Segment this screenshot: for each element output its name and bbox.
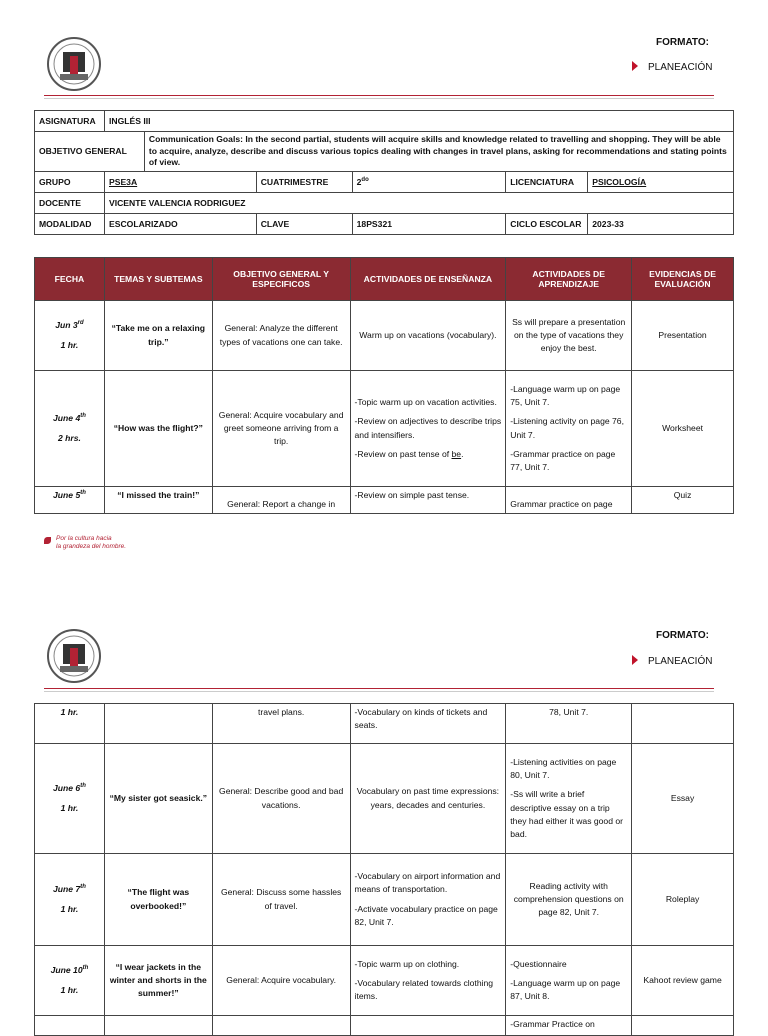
lesson-plan-table-continued (34, 703, 734, 1036)
learning-cell: Reading activity with comprehension questions on page 82, Unit 7. (506, 854, 632, 946)
learning-cell (506, 744, 632, 854)
teaching-cell (350, 946, 506, 1016)
teaching-item: -Review on adjectives to describe trips and intensifiers. (354, 416, 502, 440)
teaching-underlined: be (451, 448, 462, 459)
teaching-item: -Vocabulary on airport information and means of transportation. (354, 870, 501, 895)
triangle-bullet-icon (632, 655, 638, 665)
learning-item: -Grammar practice on page 77, Unit 7. (510, 448, 616, 473)
teaching-item: -Topic warm up on clothing. (354, 958, 460, 969)
evidence-cell (632, 704, 734, 744)
learning-cell: 78, Unit 7. (506, 704, 632, 744)
topic-cell: “The flight was overbooked!” (104, 854, 212, 946)
date-suffix: th (82, 965, 89, 972)
evidence-cell (632, 1016, 734, 1036)
teaching-cell (350, 854, 506, 946)
date-text: June 4 (53, 413, 81, 424)
teaching-cell: Warm up on vacations (vocabulary). (350, 301, 506, 371)
licenciatura-value: PSICOLOGÍA (588, 171, 734, 192)
ciclo-label: CICLO ESCOLAR (506, 213, 588, 234)
cuatrimestre-suffix: do (361, 176, 369, 183)
cuatrimestre-label: CUATRIMESTRE (256, 171, 352, 192)
duration-text: 1 hr. (60, 802, 79, 813)
licenciatura-label: LICENCIATURA (506, 171, 588, 192)
objetivo-value: Communication Goals: In the second partial, students will acquire skills and knowledge related to travelling and shopping. They will be able to acquire, analyze, describe and discuss various topics dealing with changes in travel plans, asking for recommendations and stating points of view. (144, 132, 733, 172)
topic-cell: “How was the flight?” (104, 371, 212, 487)
header-aprendizaje: ACTIVIDADES DE APRENDIZAJE (506, 258, 632, 301)
learning-item: -Listening activity on page 76, Unit 7. (510, 416, 624, 440)
teaching-cell: Vocabulary on past time expressions: years, decades and centuries. (350, 744, 506, 854)
date-text: June 10 (50, 965, 83, 976)
date-cell (35, 854, 105, 946)
learning-item: -Language warm up on page 87, Unit 8. (510, 977, 621, 1002)
teaching-item: -Topic warm up on vacation activities. (354, 396, 497, 407)
date-suffix: th (80, 884, 86, 891)
date-suffix: th (80, 490, 86, 497)
learning-item: -Listening activities on page 80, Unit 7. (510, 756, 617, 780)
objective-cell: General: Report a change in (212, 487, 350, 514)
grupo-value: PSE3A (104, 171, 256, 192)
table-row (35, 854, 734, 946)
planeacion-label: PLANEACIÓN (648, 656, 713, 667)
date-text: June 7 (52, 884, 81, 895)
duration-text: 1 hr. (60, 903, 79, 914)
objective-cell: General: Acquire vocabulary. (212, 946, 350, 1016)
date-cell (35, 1016, 105, 1036)
learning-cell: Grammar practice on page (506, 487, 632, 514)
table-row (35, 744, 734, 854)
topic-cell: “Take me on a relaxing trip.” (104, 301, 212, 371)
evidence-cell: Roleplay (632, 854, 734, 946)
date-cell (35, 744, 105, 854)
grupo-label: GRUPO (35, 171, 105, 192)
motto-line-2: la grandeza del hombre. (56, 542, 127, 550)
modalidad-label: MODALIDAD (35, 213, 105, 234)
formato-label: FORMATO: (656, 630, 709, 641)
evidence-cell: Presentation (632, 301, 734, 371)
objective-cell: General: Describe good and bad vacations. (212, 744, 350, 854)
teaching-cell: -Review on simple past tense. (350, 487, 506, 514)
header-evidencias: EVIDENCIAS DE EVALUACIÓN (632, 258, 734, 301)
planeacion-item (632, 655, 712, 667)
learning-item: -Ss will write a brief descriptive essay on a trip they had either it was good or bad. (510, 789, 624, 840)
docente-label: DOCENTE (35, 192, 105, 213)
planeacion-label: PLANEACIÓN (648, 62, 713, 73)
date-suffix: th (80, 783, 86, 790)
duration-text: 2 hrs. (57, 432, 81, 443)
objective-cell: travel plans. (212, 704, 350, 744)
docente-value: VICENTE VALENCIA RODRIGUEZ (104, 192, 733, 213)
header-divider-shadow (44, 691, 714, 692)
evidence-cell: Worksheet (632, 371, 734, 487)
teaching-item: -Vocabulary related towards clothing items. (354, 977, 494, 1002)
header-ensenanza: ACTIVIDADES DE ENSEÑANZA (350, 258, 506, 301)
motto-line-1: Por la cultura hacia (56, 535, 112, 542)
ciclo-value: 2023-33 (588, 213, 734, 234)
date-cell: 1 hr. (35, 704, 105, 744)
header-divider (44, 688, 714, 689)
duration-text: 1 hr. (60, 339, 79, 350)
topic-cell: “I missed the train!” (104, 487, 212, 514)
topic-cell: “My sister got seasick.” (104, 744, 212, 854)
date-text: June 6 (52, 783, 81, 794)
topic-cell: “I wear jackets in the winter and shorts in the summer!” (104, 946, 212, 1016)
date-suffix: th (80, 413, 86, 420)
cuatrimestre-number: 2 (356, 176, 362, 187)
learning-cell (506, 946, 632, 1016)
university-logo (46, 628, 102, 684)
table-row (35, 1016, 734, 1036)
learning-item: -Questionnaire (510, 958, 567, 969)
evidence-cell: Kahoot review game (632, 946, 734, 1016)
objective-cell: General: Discuss some hassles of travel. (212, 854, 350, 946)
clave-value: 18PS321 (352, 213, 506, 234)
learning-cell: Ss will prepare a presentation on the type of vacations they enjoy the best. (506, 301, 632, 371)
table-row (35, 946, 734, 1016)
header-fecha: FECHA (35, 258, 105, 301)
teaching-cell: -Vocabulary on kinds of tickets and seats. (350, 704, 506, 744)
objective-cell: General: Analyze the different types of vacations one can take. (212, 301, 350, 371)
teaching-period: . (461, 448, 464, 459)
objective-cell (212, 1016, 350, 1036)
learning-item: -Language warm up on page 75, Unit 7. (510, 383, 621, 407)
modalidad-value: ESCOLARIZADO (104, 213, 256, 234)
topic-cell (104, 704, 212, 744)
header-temas: TEMAS Y SUBTEMAS (104, 258, 212, 301)
duration-text: 1 hr. (60, 984, 79, 995)
evidence-cell: Essay (632, 744, 734, 854)
date-suffix: rd (77, 320, 84, 327)
teaching-text: -Review on past tense of (354, 448, 452, 459)
formato-label: FORMATO: (656, 37, 709, 48)
clave-label: CLAVE (256, 213, 352, 234)
date-cell (35, 946, 105, 1016)
date-text: June 5 (53, 490, 81, 500)
topic-cell (104, 1016, 212, 1036)
teaching-item: -Activate vocabulary practice on page 82, Unit 7. (354, 903, 498, 927)
teaching-cell (350, 1016, 506, 1036)
date-text: Jun 3 (55, 320, 78, 331)
learning-cell: -Grammar Practice on (506, 1016, 632, 1036)
table-row (35, 704, 734, 744)
evidence-cell: Quiz (632, 487, 734, 514)
asignatura-label: ASIGNATURA (35, 111, 105, 132)
header-objetivo: OBJETIVO GENERAL Y ESPECIFICOS (212, 258, 350, 301)
objetivo-label: OBJETIVO GENERAL (35, 132, 145, 172)
asignatura-value: INGLÉS III (104, 111, 733, 132)
objective-cell: General: Acquire vocabulary and greet someone arriving from a trip. (212, 371, 350, 487)
